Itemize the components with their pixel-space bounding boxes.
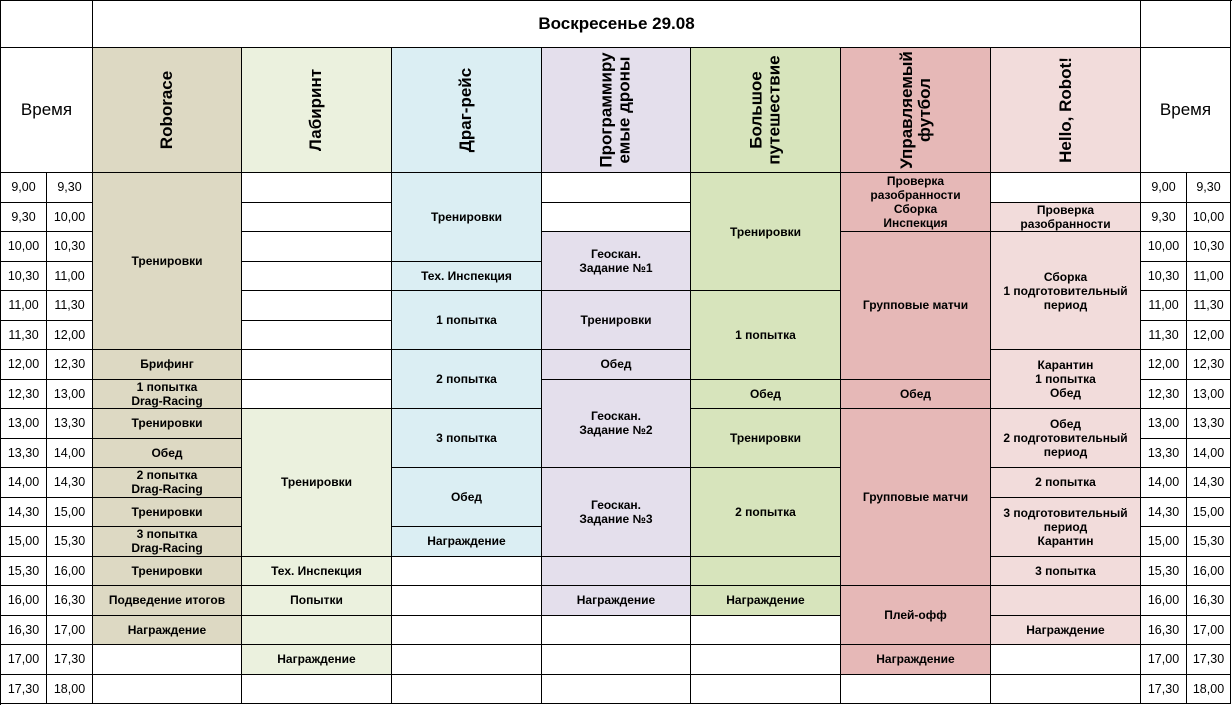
page-title-text: Воскресенье 29.08 — [538, 14, 695, 33]
time-end-left-text: 9,30 — [57, 180, 82, 195]
event-roborace — [93, 380, 242, 410]
event-drag — [392, 350, 542, 409]
time-end-left — [47, 232, 93, 262]
event-football — [841, 232, 991, 380]
event-drones — [542, 557, 691, 587]
empty-slot — [542, 173, 691, 203]
time-start-right — [1141, 350, 1187, 380]
event-drag-text: Обед — [450, 490, 483, 504]
event-drones-text: Обед — [600, 357, 632, 372]
empty-slot — [392, 557, 542, 587]
empty-slot — [392, 616, 542, 646]
time-start-left — [1, 232, 47, 262]
time-end-left-text: 13,30 — [53, 416, 86, 431]
event-labirint — [242, 409, 392, 557]
event-roborace-text: Награждение — [127, 622, 207, 637]
time-end-left-text: 18,00 — [53, 681, 86, 696]
event-football — [841, 380, 991, 410]
time-end-right — [1187, 350, 1231, 380]
time-end-right — [1187, 409, 1231, 439]
time-start-right — [1141, 173, 1187, 203]
event-drag — [392, 468, 542, 527]
time-end-right-text: 11,30 — [1193, 298, 1224, 313]
time-start-left — [1, 409, 47, 439]
time-end-right-text: 15,00 — [1192, 504, 1225, 519]
corner-right — [1141, 1, 1231, 48]
time-end-right — [1187, 173, 1231, 203]
event-drones — [542, 350, 691, 380]
event-travel-text: 1 попытка — [735, 327, 796, 342]
time-end-left — [47, 557, 93, 587]
time-end-left — [47, 291, 93, 321]
time-start-right — [1141, 203, 1187, 233]
time-end-right-text: 16,00 — [1192, 563, 1225, 578]
time-end-right — [1187, 675, 1231, 705]
time-start-right — [1141, 291, 1187, 321]
time-start-left — [1, 262, 47, 292]
time-end-right-text: 18,00 — [1192, 681, 1225, 696]
time-end-right — [1187, 321, 1231, 351]
event-roborace-text: Обед — [151, 445, 183, 460]
event-hello — [991, 616, 1141, 646]
event-football — [841, 409, 991, 586]
time-end-left-text: 10,00 — [53, 209, 86, 224]
time-end-right-text: 10,30 — [1192, 239, 1225, 254]
event-hello-text: Награждение — [1026, 622, 1105, 637]
empty-slot — [93, 675, 242, 705]
time-start-left-text: 10,30 — [7, 268, 40, 283]
time-end-right-text: 12,00 — [1192, 327, 1225, 342]
event-roborace-text: Тренировки — [131, 504, 203, 519]
time-end-left — [47, 380, 93, 410]
event-hello-text: Карантин 1 попытка Обед — [1035, 358, 1096, 400]
time-end-left — [47, 173, 93, 203]
event-travel — [691, 557, 841, 587]
time-start-right-text: 16,30 — [1147, 622, 1180, 637]
event-hello — [991, 557, 1141, 587]
time-start-right-text: 14,30 — [1147, 504, 1180, 519]
time-start-left — [1, 557, 47, 587]
time-end-left-text: 11,00 — [54, 268, 85, 283]
page-title — [93, 1, 1141, 48]
time-header-right-text: Время — [1159, 100, 1212, 119]
time-end-left-text: 11,30 — [54, 298, 85, 313]
empty-slot — [841, 675, 991, 705]
event-football — [841, 586, 991, 645]
time-start-right-text: 10,00 — [1147, 239, 1180, 254]
event-labirint-text: Тех. Инспекция — [271, 563, 362, 578]
time-start-left-text: 17,30 — [7, 681, 40, 696]
time-start-left-text: 15,30 — [7, 563, 40, 578]
time-start-left — [1, 675, 47, 705]
time-end-left-text: 15,30 — [53, 534, 86, 549]
time-header-left-text: Время — [20, 100, 73, 119]
time-start-right — [1141, 321, 1187, 351]
event-labirint-text: Попытки — [290, 593, 343, 608]
event-hello-text: Проверка разобранности — [1020, 202, 1111, 231]
time-end-left-text: 17,30 — [53, 652, 86, 667]
event-travel — [691, 380, 841, 410]
event-drones-text: Геоскан. Задание №3 — [579, 497, 653, 526]
column-header-hello — [991, 48, 1141, 173]
time-start-right — [1141, 616, 1187, 646]
time-start-right — [1141, 262, 1187, 292]
event-drones — [542, 586, 691, 616]
time-end-right-text: 9,30 — [1196, 180, 1221, 195]
event-labirint — [242, 586, 392, 616]
time-start-left — [1, 468, 47, 498]
time-end-left-text: 16,30 — [53, 593, 86, 608]
time-start-left-text: 9,30 — [11, 209, 36, 224]
column-header-label: Большое путешествие — [746, 55, 784, 165]
event-travel — [691, 409, 841, 468]
empty-slot — [242, 173, 392, 203]
time-end-right — [1187, 380, 1231, 410]
time-end-left-text: 17,00 — [53, 622, 86, 637]
time-start-left — [1, 350, 47, 380]
event-drag-text: 3 попытка — [436, 431, 497, 445]
event-drones-text: Тренировки — [580, 313, 652, 327]
time-end-left — [47, 409, 93, 439]
column-header-roborace — [93, 48, 242, 173]
event-hello-text: Сборка 1 подготовительный период — [1003, 269, 1128, 312]
event-football-text: Награждение — [876, 652, 955, 667]
time-start-left-text: 13,30 — [7, 445, 40, 460]
event-drag-text: 2 попытка — [436, 372, 497, 386]
time-end-right-text: 11,00 — [1193, 268, 1224, 283]
time-start-right-text: 13,30 — [1147, 445, 1180, 460]
time-end-right — [1187, 616, 1231, 646]
event-drones-text: Награждение — [576, 593, 656, 608]
event-hello-text: Обед 2 подготовительный период — [1003, 417, 1128, 459]
time-start-right-text: 9,00 — [1151, 180, 1176, 195]
time-start-left — [1, 616, 47, 646]
time-end-left-text: 16,00 — [53, 563, 86, 578]
time-start-right-text: 14,00 — [1147, 475, 1180, 490]
time-end-right — [1187, 557, 1231, 587]
time-start-left — [1, 291, 47, 321]
empty-slot — [392, 675, 542, 705]
time-start-left-text: 10,00 — [7, 239, 40, 254]
event-hello-text: 3 подготовительный период Карантин — [1003, 505, 1128, 548]
empty-slot — [392, 586, 542, 616]
event-labirint — [242, 557, 392, 587]
time-end-right-text: 14,30 — [1192, 475, 1225, 490]
column-header-drones — [542, 48, 691, 173]
corner-left — [1, 1, 93, 48]
column-header-label: Roborace — [156, 70, 176, 150]
time-start-left-text: 11,00 — [8, 298, 39, 313]
time-start-left — [1, 586, 47, 616]
time-end-left — [47, 468, 93, 498]
event-football — [841, 173, 991, 232]
time-end-left-text: 13,00 — [53, 386, 86, 401]
time-start-left — [1, 439, 47, 469]
time-start-right-text: 17,00 — [1147, 652, 1180, 667]
event-roborace — [93, 468, 242, 498]
time-end-right — [1187, 586, 1231, 616]
time-end-left — [47, 675, 93, 705]
time-end-right-text: 17,30 — [1192, 652, 1225, 667]
time-end-right-text: 16,30 — [1192, 593, 1225, 608]
time-start-left-text: 16,30 — [7, 622, 40, 637]
event-roborace — [93, 173, 242, 350]
time-start-right-text: 13,00 — [1147, 416, 1180, 431]
time-header-right — [1141, 48, 1231, 173]
event-football-text: Групповые матчи — [862, 298, 969, 313]
event-roborace — [93, 439, 242, 469]
time-start-right-text: 15,00 — [1147, 534, 1180, 549]
empty-slot — [691, 675, 841, 705]
time-start-left-text: 13,00 — [7, 416, 40, 431]
event-drones — [542, 232, 691, 291]
event-roborace-text: 3 попытка Drag-Racing — [131, 527, 203, 556]
event-travel-text: Награждение — [726, 593, 805, 608]
time-end-right — [1187, 498, 1231, 528]
empty-slot — [242, 350, 392, 380]
time-end-left — [47, 321, 93, 351]
time-start-left-text: 9,00 — [11, 180, 36, 195]
time-start-right — [1141, 527, 1187, 557]
event-hello — [991, 232, 1141, 350]
time-end-left — [47, 616, 93, 646]
time-start-left-text: 14,30 — [7, 504, 40, 519]
time-end-right — [1187, 203, 1231, 233]
empty-slot — [691, 645, 841, 675]
event-roborace-text: 1 попытка Drag-Racing — [131, 379, 203, 408]
time-end-right-text: 12,30 — [1192, 357, 1225, 372]
time-end-left — [47, 527, 93, 557]
empty-slot — [542, 645, 691, 675]
event-hello — [991, 498, 1141, 557]
time-start-right-text: 10,30 — [1147, 268, 1180, 283]
event-drag — [392, 409, 542, 468]
event-drag-text: Тех. Инспекция — [421, 268, 512, 283]
time-start-right — [1141, 645, 1187, 675]
time-end-right-text: 17,00 — [1192, 622, 1225, 637]
empty-slot — [242, 232, 392, 262]
event-drag — [392, 291, 542, 350]
time-start-left-text: 11,30 — [8, 327, 39, 342]
event-football-text: Проверка разобранности Сборка Инспекция — [870, 174, 961, 230]
event-football-text: Обед — [899, 386, 932, 401]
time-start-right — [1141, 675, 1187, 705]
event-roborace — [93, 350, 242, 380]
event-football — [841, 645, 991, 675]
column-header-football — [841, 48, 991, 173]
time-start-right-text: 9,30 — [1151, 209, 1176, 224]
time-header-left — [1, 48, 93, 173]
time-end-left — [47, 439, 93, 469]
time-end-right — [1187, 527, 1231, 557]
time-start-left — [1, 498, 47, 528]
event-labirint — [242, 645, 392, 675]
time-end-right-text: 10,00 — [1192, 209, 1225, 224]
event-roborace-text: 2 попытка Drag-Racing — [131, 468, 203, 497]
empty-slot — [242, 203, 392, 233]
time-end-left — [47, 586, 93, 616]
time-end-right — [1187, 439, 1231, 469]
empty-slot — [242, 262, 392, 292]
time-start-right — [1141, 468, 1187, 498]
time-start-left-text: 17,00 — [7, 652, 40, 667]
event-roborace — [93, 409, 242, 439]
event-labirint — [242, 616, 392, 646]
event-drones — [542, 291, 691, 350]
column-header-travel — [691, 48, 841, 173]
empty-slot — [542, 616, 691, 646]
time-end-right — [1187, 645, 1231, 675]
time-start-right — [1141, 380, 1187, 410]
empty-slot — [991, 645, 1141, 675]
empty-slot — [991, 173, 1141, 203]
event-drones — [542, 380, 691, 469]
empty-slot — [93, 645, 242, 675]
time-start-right — [1141, 586, 1187, 616]
event-hello — [991, 586, 1141, 616]
time-end-left — [47, 645, 93, 675]
empty-slot — [991, 675, 1141, 705]
empty-slot — [242, 291, 392, 321]
event-football-text: Групповые матчи — [862, 490, 969, 504]
event-travel-text: 2 попытка — [735, 504, 796, 519]
event-drones — [542, 468, 691, 557]
time-start-left-text: 12,00 — [7, 357, 40, 372]
event-travel-text: Обед — [749, 386, 782, 401]
event-hello-text: 2 попытка — [1035, 475, 1096, 490]
empty-slot — [242, 380, 392, 410]
event-travel — [691, 173, 841, 291]
event-roborace-text: Тренировки — [131, 254, 203, 268]
time-start-left — [1, 203, 47, 233]
event-drag-text: Тренировки — [431, 209, 502, 224]
event-drag — [392, 262, 542, 292]
event-football-text: Плей-офф — [884, 608, 947, 622]
time-end-left-text: 14,30 — [53, 475, 86, 490]
event-travel — [691, 291, 841, 380]
time-end-left — [47, 350, 93, 380]
time-start-left-text: 15,00 — [7, 534, 40, 549]
column-header-drag — [392, 48, 542, 173]
time-start-right — [1141, 232, 1187, 262]
event-roborace — [93, 498, 242, 528]
time-start-right — [1141, 498, 1187, 528]
event-hello — [991, 409, 1141, 468]
column-header-label: Управляемый футбол — [896, 51, 934, 169]
time-start-right — [1141, 439, 1187, 469]
time-start-right — [1141, 409, 1187, 439]
column-header-label: Лабиринт — [306, 68, 326, 152]
time-start-left-text: 14,00 — [7, 475, 40, 490]
time-end-right-text: 13,30 — [1192, 416, 1225, 431]
time-start-left-text: 12,30 — [7, 386, 40, 401]
time-end-left-text: 12,00 — [53, 327, 86, 342]
time-start-left — [1, 173, 47, 203]
event-roborace — [93, 616, 242, 646]
time-start-left — [1, 527, 47, 557]
event-roborace-text: Брифинг — [140, 357, 194, 372]
time-end-left — [47, 203, 93, 233]
time-end-left-text: 12,30 — [53, 357, 86, 372]
event-travel-text: Тренировки — [730, 431, 801, 445]
time-start-left-text: 16,00 — [7, 593, 40, 608]
empty-slot — [242, 675, 392, 705]
time-start-right-text: 16,00 — [1147, 593, 1180, 608]
time-start-right-text: 11,00 — [1148, 298, 1179, 313]
time-end-right-text: 14,00 — [1192, 445, 1225, 460]
empty-slot — [691, 616, 841, 646]
time-start-right-text: 17,30 — [1147, 681, 1180, 696]
time-start-right-text: 11,30 — [1148, 327, 1179, 342]
time-end-left-text: 10,30 — [53, 239, 86, 254]
time-start-left — [1, 321, 47, 351]
event-travel-text: Тренировки — [730, 224, 801, 239]
event-roborace — [93, 557, 242, 587]
time-end-left-text: 14,00 — [53, 445, 86, 460]
time-end-right-text: 15,30 — [1192, 534, 1225, 549]
empty-slot — [542, 675, 691, 705]
column-header-label: Драг-рейс — [456, 67, 476, 153]
event-hello-text: 3 попытка — [1035, 563, 1096, 578]
event-hello — [991, 203, 1141, 233]
event-drag — [392, 527, 542, 557]
event-hello — [991, 350, 1141, 409]
event-drones-text: Геоскан. Задание №2 — [579, 409, 653, 438]
time-end-right-text: 13,00 — [1192, 386, 1225, 401]
event-drag-text: Награждение — [427, 534, 506, 549]
time-start-right-text: 12,30 — [1147, 386, 1180, 401]
time-start-right-text: 15,30 — [1147, 563, 1180, 578]
time-start-left — [1, 380, 47, 410]
column-header-label: Hello, Robot! — [1055, 57, 1075, 163]
time-end-left — [47, 262, 93, 292]
event-roborace-text: Тренировки — [131, 416, 203, 431]
time-end-right — [1187, 468, 1231, 498]
column-header-label: Программиру емые дроны — [597, 52, 634, 168]
empty-slot — [542, 203, 691, 233]
event-roborace — [93, 527, 242, 557]
event-labirint-text: Тренировки — [281, 475, 352, 490]
time-end-left-text: 15,00 — [53, 504, 86, 519]
event-hello — [991, 468, 1141, 498]
time-start-right — [1141, 557, 1187, 587]
event-roborace — [93, 586, 242, 616]
column-header-labirint — [242, 48, 392, 173]
empty-slot — [242, 321, 392, 351]
time-end-right — [1187, 262, 1231, 292]
time-start-left — [1, 645, 47, 675]
event-roborace-text: Тренировки — [131, 563, 203, 578]
event-travel — [691, 586, 841, 616]
time-end-left — [47, 498, 93, 528]
event-drag — [392, 173, 542, 262]
time-end-right — [1187, 232, 1231, 262]
event-roborace-text: Подведение итогов — [108, 593, 226, 608]
event-travel — [691, 468, 841, 557]
time-start-right-text: 12,00 — [1147, 357, 1180, 372]
event-drag-text: 1 попытка — [436, 313, 497, 327]
empty-slot — [392, 645, 542, 675]
event-labirint-text: Награждение — [277, 652, 356, 667]
event-drones-text: Геоскан. Задание №1 — [579, 247, 653, 275]
time-end-right — [1187, 291, 1231, 321]
